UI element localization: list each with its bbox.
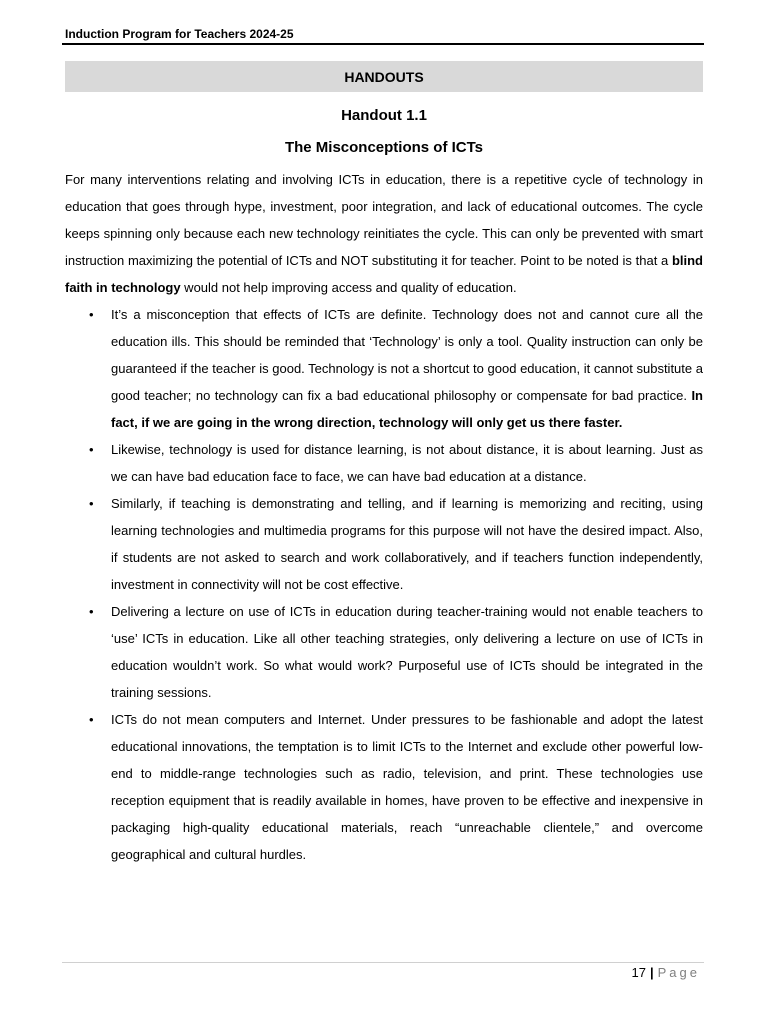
handout-body (65, 166, 703, 868)
list-item (65, 706, 703, 868)
bullet-icon: • (89, 712, 94, 727)
footer-separator: | (649, 965, 654, 980)
bullet-icon: • (89, 307, 94, 322)
misconceptions-list (65, 301, 703, 868)
list-item (65, 436, 703, 490)
bullet-icon: • (89, 496, 94, 511)
intro-text-1: For many interventions relating and involving ICTs in education, there is a repetitive cycle of technology in education that goes through hype, investment, poor integration, and lack of educational outcomes. The cycle keeps spinning only because each new technology reinitiates the cycle. This can only be prevented with smart instruction maximizing the potential of ICTs and NOT substituting it for teacher. Point to be noted is that a (65, 172, 703, 268)
list-item-text: ICTs do not mean computers and Internet. Under pressures to be fashionable and adopt the latest educational innovations, the temptation is to limit ICTs to the Internet and exclude other powerful low-end to middle-range technologies such as radio, television, and print. These technologies use reception equipment that is readily available in homes, have proven to be effective and inexpensive in packaging high-quality educational materials, reach “unreachable clientele,” and overcome geographical and cultural hurdles. (111, 712, 703, 862)
document-header-title: Induction Program for Teachers 2024-25 (65, 27, 294, 41)
list-item (65, 490, 703, 598)
list-item-text: Delivering a lecture on use of ICTs in education during teacher-training would not enable teachers to ‘use’ ICTs in education. Like all other teaching strategies, only delivering a lecture on use of ICTs in education wouldn’t work. So what would work? Purposeful use of ICTs should be integrated in the training sessions. (111, 604, 703, 700)
list-item-text: Likewise, technology is used for distance learning, is not about distance, it is about learning. Just as we can have bad education face to face, we can have bad education at a distance. (111, 442, 703, 484)
handouts-banner (65, 61, 703, 92)
header-divider (62, 43, 704, 45)
list-item (65, 598, 703, 706)
list-item (65, 301, 703, 436)
bullet-icon: • (89, 604, 94, 619)
footer-divider (62, 962, 704, 963)
banner-label: HANDOUTS (344, 68, 424, 85)
intro-bold-text: blind faith in technology (65, 253, 703, 295)
list-item-bold-text: In fact, if we are going in the wrong direction, technology will only get us there faster. (111, 388, 703, 430)
page-number: 17 (631, 965, 646, 980)
bullet-icon: • (89, 442, 94, 457)
list-item-text: Similarly, if teaching is demonstrating and telling, and if learning is memorizing and reciting, using learning technologies and multimedia programs for this purpose will not have the desired impact. Also, if students are not asked to search and work collaboratively, and if teachers function independently, investment in connectivity will not be cost effective. (111, 496, 703, 592)
page-label: Page (657, 965, 700, 980)
intro-paragraph (65, 166, 703, 301)
intro-text-2: would not help improving access and quality of education. (180, 280, 517, 295)
handout-title: The Misconceptions of ICTs (284, 139, 484, 156)
list-item-text: It’s a misconception that effects of ICTs are definite. Technology does not and cannot cure all the education ills. This should be reminded that ‘Technology’ is only a tool. Quality instruction can only be guaranteed if the teacher is good. Technology is not a shortcut to good education, it cannot substitute a good teacher; no technology can fix a bad educational philosophy or compensate for bad practice. (111, 307, 703, 403)
handout-number: Handout 1.1 (341, 107, 427, 124)
page-footer (632, 965, 700, 980)
